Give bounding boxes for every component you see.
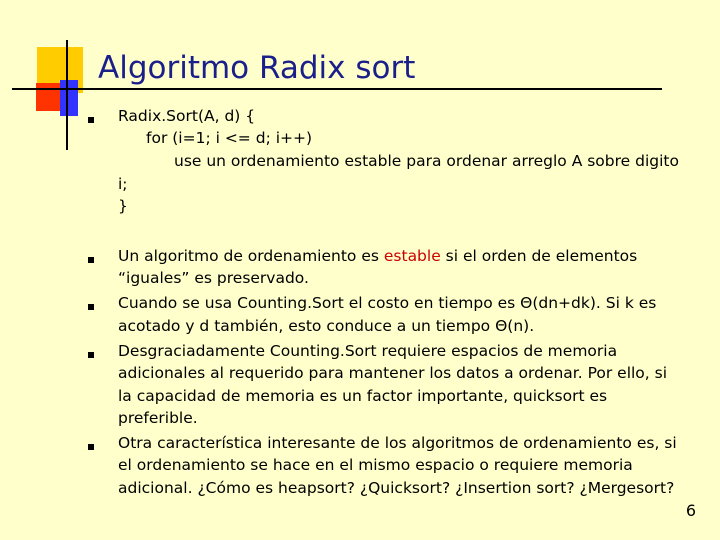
bullet-memory-line-2: adicionales al requerido para mantener los datos a ordenar. Por ello, si [118,364,668,382]
bullet-stable-pre: Un algoritmo de ordenamiento es [118,247,384,265]
bullet-inplace-line-3: adicional. ¿Cómo es heapsort? ¿Quicksort? ¿Insertion sort? ¿Mergesort? [118,479,675,497]
code-line-5: } [118,197,128,215]
decor-vertical-line [66,40,68,150]
decor-blue-square [60,80,78,116]
bullet-marker [88,257,94,263]
page-number: 6 [685,501,696,520]
bullet-stable-line-2: “iguales” es preservado. [118,269,309,287]
bullet-stable-line-1 [118,244,637,268]
code-line-2: for (i=1; i <= d; i++) [146,129,313,147]
code-line-3: use un ordenamiento estable para ordenar arreglo A sobre digito [174,152,679,170]
code-line-4: i; [118,175,128,193]
bullet-memory-line-1: Desgraciadamente Counting.Sort requiere espacios de memoria [118,342,618,360]
bullet-counting-line-2: acotado y d también, esto conduce a un tiempo Θ(n). [118,317,535,335]
bullet-memory-line-4: preferible. [118,409,198,427]
stable-highlight: estable [383,247,441,265]
bullet-inplace-line-1: Otra característica interesante de los algoritmos de ordenamiento es, si [118,434,677,452]
slide-title: Algoritmo Radix sort [98,50,416,86]
bullet-marker [88,117,94,123]
bullet-stable-post: si el orden de elementos [440,247,638,265]
bullet-counting-line-1: Cuando se usa Counting.Sort el costo en tiempo es Θ(dn+dk). Si k es [118,294,657,312]
bullet-marker [88,352,94,358]
bullet-inplace-line-2: el ordenamiento se hace en el mismo espacio o requiere memoria [118,456,633,474]
bullet-memory-line-3: la capacidad de memoria es un factor importante, quicksort es [118,387,608,405]
bullet-marker [88,304,94,310]
bullet-marker [88,444,94,450]
code-line-1: Radix.Sort(A, d) { [118,107,256,125]
decor-horizontal-line [12,88,662,90]
